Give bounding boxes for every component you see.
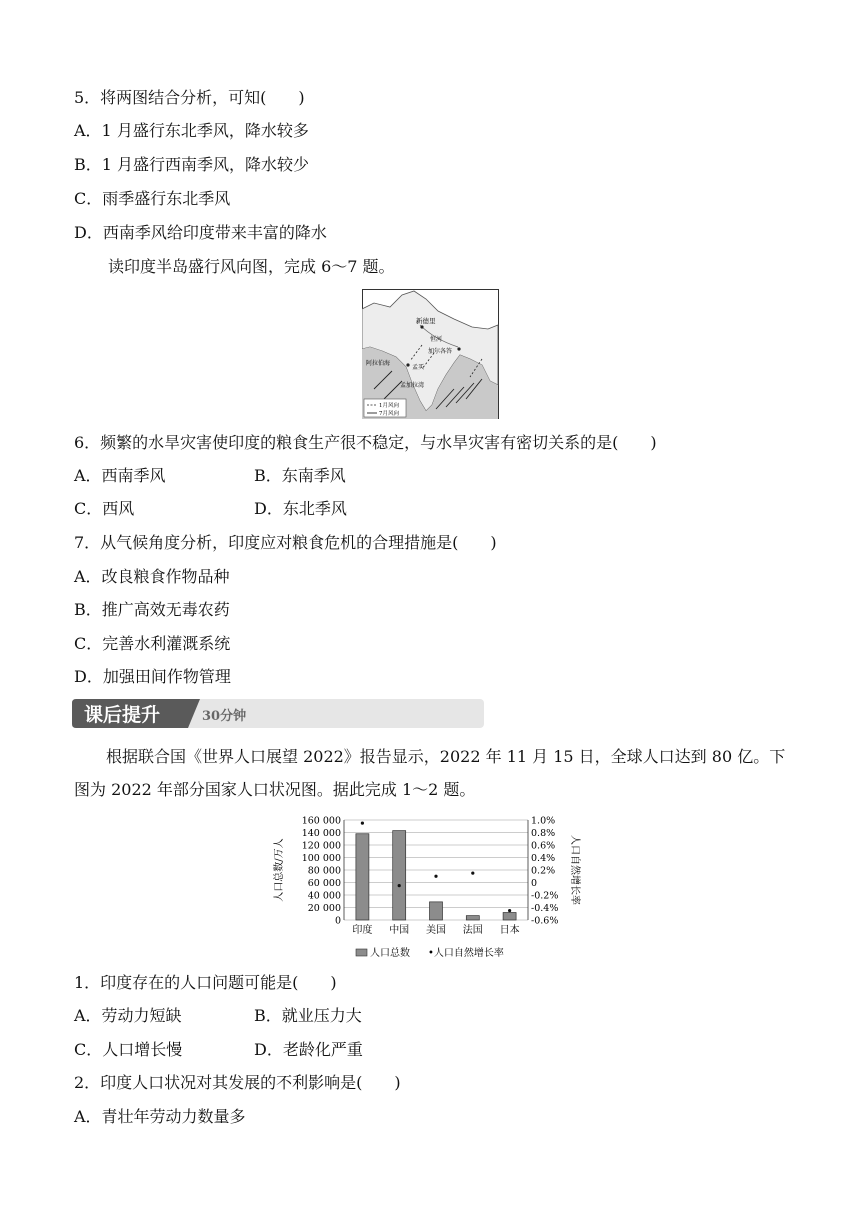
q7-stem: 7．从气候角度分析，印度应对粮食危机的合理措施是( ) [74,533,497,552]
legend-population: 人口总数 [370,948,410,959]
x-tick-label: 美国 [426,925,446,936]
india-monsoon-map [362,289,499,419]
y-tick-label: 120 000 [301,840,341,852]
q1-option-d: D．老龄化严重 [254,1040,363,1059]
y2-axis-label: 人口自然增长率 [569,835,580,905]
map-label-mumbai: 孟买 [412,364,425,371]
x-tick-label: 日本 [499,925,520,936]
map-label-arabian-sea: 阿拉伯海 [366,360,391,367]
q5-option-d: D．西南季风给印度带来丰富的降水 [74,223,327,242]
y-axis-label: 人口总数/万人 [274,838,285,902]
banner-title: 课后提升 [84,704,161,726]
point-growth-rate [508,909,511,912]
population-chart [268,812,588,964]
passage: 根据联合国《世界人口展望 2022》报告显示，2022 年 11 月 15 日，全球人口达到 80 亿。下图为 2022 年部分国家人口状况图。据此完成 1～2 题。 [74,747,786,799]
q1-option-b: B．就业压力大 [254,1006,362,1025]
bar-population [430,902,443,920]
x-tick-label: 中国 [389,925,410,936]
bar-population [356,834,369,920]
legend-swatch-population [356,949,367,956]
map-label-bengal: 孟加拉湾 [400,382,425,389]
y2-tick-label: -0.2% [531,890,559,902]
y-tick-label: 20 000 [307,903,341,914]
map-legend-jan: 1月风向 [379,403,399,409]
y2-tick-label: 1.0% [531,815,556,827]
q2-stem: 2．印度人口状况对其发展的不利影响是( ) [74,1073,401,1092]
x-tick-label: 印度 [352,925,373,936]
point-growth-rate [471,872,474,875]
y2-tick-label: 0 [531,878,538,889]
point-growth-rate [398,884,401,887]
banner-time: 30分钟 [202,709,247,724]
y2-tick-label: 0.4% [531,853,556,864]
q7-option-c: C．完善水利灌溉系统 [74,634,231,653]
intro-6-7: 读印度半岛盛行风向图，完成 6～7 题。 [108,257,395,276]
y-tick-label: 100 000 [301,853,341,864]
bar-population [466,916,479,920]
q5-option-b: B．1 月盛行西南季风，降水较少 [74,155,310,174]
q2-option-a: A．青壮年劳动力数量多 [74,1107,246,1126]
y2-tick-label: -0.4% [531,903,559,914]
q5-option-a: A．1 月盛行东北季风，降水较多 [74,121,309,140]
map-legend-jul: 7月风向 [379,411,399,417]
map-label-kolkata: 加尔各答 [428,348,453,355]
y2-tick-label: 0.2% [531,865,556,877]
q6-option-a: A．西南季风 [74,466,166,485]
q7-option-b: B．推广高效无毒农药 [74,600,230,619]
y2-tick-label: -0.6% [531,915,559,927]
q6-option-d: D．东北季风 [254,499,347,518]
q6-option-c: C．西风 [74,499,135,518]
q1-option-a: A．劳动力短缺 [74,1006,182,1025]
section-banner [72,697,484,730]
y2-tick-label: 0.6% [531,840,556,852]
y-tick-label: 80 000 [307,865,341,877]
bar-population [393,831,406,920]
map-label-delhi: 新德里 [416,317,436,325]
q5-stem: 5．将两图结合分析，可知( ) [74,88,305,107]
map-label-ganges: 恒河 [430,336,443,343]
q5-option-c: C．雨季盛行东北季风 [74,189,231,208]
q1-stem: 1．印度存在的人口问题可能是( ) [74,973,337,992]
y-tick-label: 40 000 [307,890,341,902]
q1-option-c: C．人口增长慢 [74,1040,183,1059]
point-growth-rate [434,875,437,878]
q7-option-a: A．改良粮食作物品种 [74,567,230,586]
point-growth-rate [361,822,364,825]
bar-population [503,913,516,921]
q7-option-d: D．加强田间作物管理 [74,667,231,686]
y2-tick-label: 0.8% [531,828,556,839]
y-tick-label: 0 [334,915,341,927]
q6-stem: 6．频繁的水旱灾害使印度的粮食生产很不稳定，与水旱灾害有密切关系的是( ) [74,433,657,452]
legend-growth-rate: •人口自然增长率 [428,948,504,959]
y-tick-label: 60 000 [307,878,341,889]
y-tick-label: 140 000 [301,828,341,839]
q6-option-b: B．东南季风 [254,466,346,485]
y-tick-label: 160 000 [301,815,341,827]
x-tick-label: 法国 [462,925,483,936]
